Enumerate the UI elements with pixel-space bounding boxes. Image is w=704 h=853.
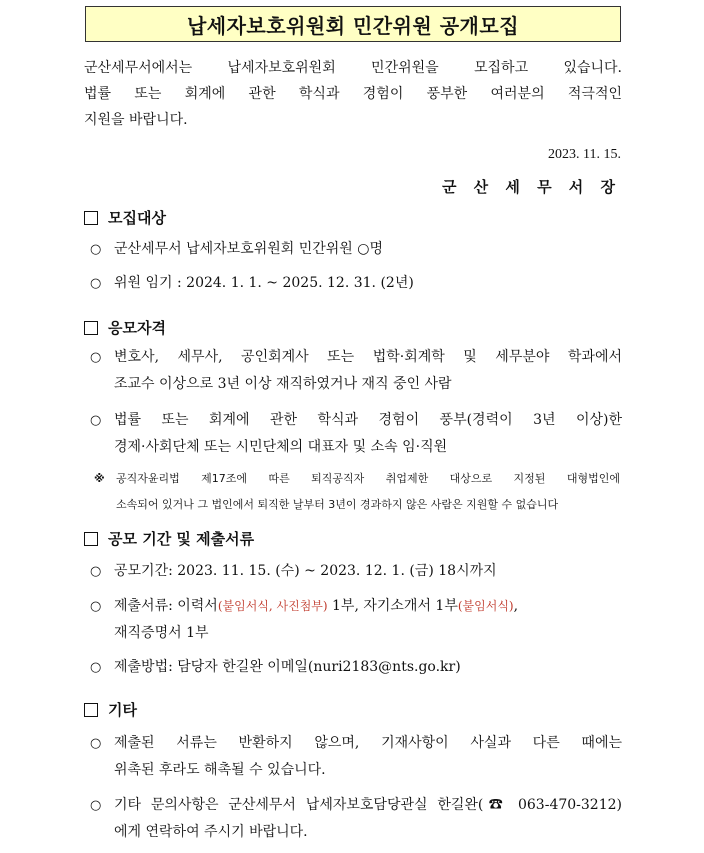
- circle-bullet-icon: ○: [90, 736, 102, 751]
- item-text: 조교수 이상으로 3년 이상 재직하였거나 재직 중인 사람: [114, 376, 452, 392]
- title-banner: [85, 6, 621, 42]
- item-text: 위원 임기 : 2024. 1. 1. ~ 2025. 12. 31. (2년): [114, 275, 414, 291]
- item-text: 경제·사회단체 또는 시민단체의 대표자 및 소속 임·직원: [114, 439, 448, 455]
- list-item: [90, 593, 622, 647]
- list-item: [90, 270, 622, 297]
- circle-bullet-icon: ○: [90, 564, 102, 579]
- page-title: 납세자보호위원회 민간위원 공개모집: [186, 13, 520, 38]
- note: [94, 466, 620, 518]
- checkbox-square-icon: [84, 532, 98, 546]
- list-item: [90, 792, 622, 846]
- reference-mark-icon: ※: [94, 472, 105, 485]
- section-qualification-heading: [84, 317, 166, 338]
- list-item: [90, 236, 622, 263]
- intro-line: 지원을 바랍니다.: [84, 112, 188, 128]
- section-recruit-heading: [84, 207, 166, 228]
- note-text: 소속되어 있거나 그 법인에서 퇴직한 날부터 3년이 경과하지 않은 사람은 지원할 수 없습니다: [116, 498, 559, 511]
- attachment-note: (붙임서식, 사진첨부): [217, 599, 328, 613]
- list-item: [90, 407, 622, 461]
- section-title: 기타: [108, 701, 137, 719]
- item-text-part: 제출서류: 이력서: [114, 598, 218, 614]
- intro-line: 군산세무서에서는 납세자보호위원회 민간위원을 모집하고 있습니다.: [84, 60, 622, 76]
- note-text: 공직자윤리법 제17조에 따른 퇴직공직자 취업제한 대상으로 지정된 대형법인에: [116, 472, 620, 485]
- item-text: 공모기간: 2023. 11. 15. (수) ~ 2023. 12. 1. (금) 18시까지: [114, 563, 497, 579]
- circle-bullet-icon: ○: [90, 350, 102, 365]
- checkbox-square-icon: [84, 321, 98, 335]
- list-item: [90, 558, 622, 585]
- section-title: 응모자격: [108, 319, 166, 337]
- circle-bullet-icon: ○: [90, 798, 102, 813]
- item-text: 변호사, 세무사, 공인회계사 또는 법학·회계학 및 세무분야 학과에서: [114, 349, 622, 365]
- item-text: 제출된 서류는 반환하지 않으며, 기재사항이 사실과 다른 때에는: [114, 735, 622, 751]
- checkbox-square-icon: [84, 703, 98, 717]
- section-etc-heading: [84, 699, 137, 720]
- circle-bullet-icon: ○: [90, 242, 102, 257]
- item-text: 군산세무서 납세자보호위원회 민간위원 ○명: [114, 241, 383, 257]
- item-text-part: 1부, 자기소개서 1부: [327, 598, 458, 614]
- item-text: 위촉된 후라도 해촉될 수 있습니다.: [114, 762, 326, 778]
- list-item: [90, 730, 622, 784]
- list-item: [90, 344, 622, 398]
- item-text: 제출방법: 담당자 한길완 이메일(nuri2183@nts.go.kr): [114, 659, 461, 675]
- circle-bullet-icon: ○: [90, 413, 102, 428]
- intro-line: 법률 또는 회계에 관한 학식과 경험이 풍부한 여러분의 적극적인: [84, 86, 622, 102]
- item-text: 재직증명서 1부: [114, 625, 209, 641]
- announcement-date: 2023. 11. 15.: [548, 147, 621, 162]
- intro-paragraph: [84, 55, 622, 133]
- circle-bullet-icon: ○: [90, 276, 102, 291]
- item-text-part: ,: [513, 598, 519, 614]
- circle-bullet-icon: ○: [90, 660, 102, 675]
- section-period-heading: [84, 528, 254, 549]
- item-text: 법률 또는 회계에 관한 학식과 경험이 풍부(경력이 3년 이상)한: [114, 412, 622, 428]
- attachment-note: (붙임서식): [457, 599, 514, 613]
- item-text: [114, 593, 622, 620]
- section-title: 모집대상: [108, 209, 166, 227]
- item-text: 에게 연락하여 주시기 바랍니다.: [114, 824, 308, 840]
- circle-bullet-icon: ○: [90, 599, 102, 614]
- checkbox-square-icon: [84, 211, 98, 225]
- issuer-office: 군 산 세 무 서 장: [441, 178, 621, 196]
- item-text: 기타 문의사항은 군산세무서 납세자보호담당관실 한길완(☎ 063-470-3212): [114, 797, 622, 813]
- list-item: [90, 654, 622, 681]
- section-title: 공모 기간 및 제출서류: [108, 530, 255, 548]
